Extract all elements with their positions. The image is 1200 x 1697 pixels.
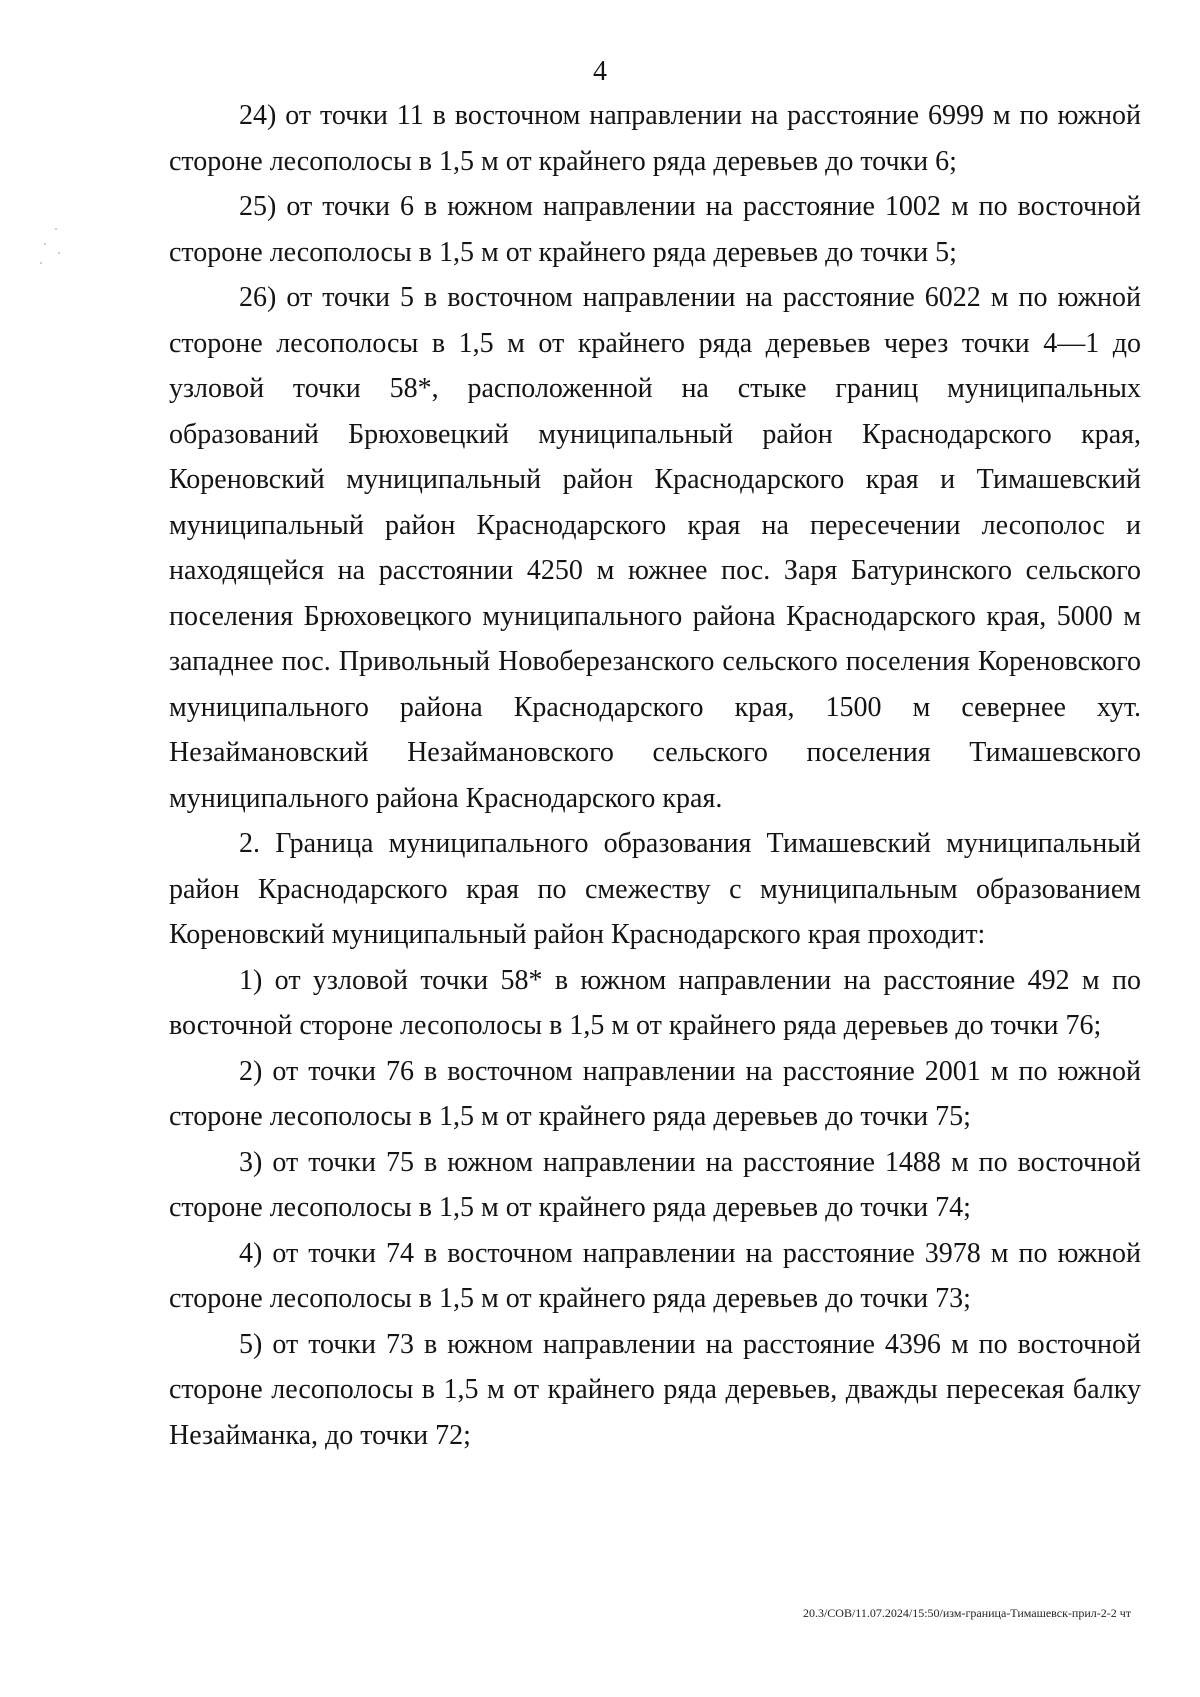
- paragraph-item-2: 2) от точки 76 в восточном направлении на расстояние 2001 м по южной стороне лесополосы в 1,5 м от крайнего ряда деревьев до точки 75;: [169, 1055, 1141, 1132]
- paragraph-item-5: 5) от точки 73 в южном направлении на расстояние 4396 м по восточной стороне лесополосы в 1,5 м от крайнего ряда деревьев, дважды пересекая балку Незайманка, до точки 72;: [169, 1328, 1141, 1451]
- scan-speck: [40, 262, 42, 264]
- paragraph-item-4: 4) от точки 74 в восточном направлении на расстояние 3978 м по южной стороне лесополосы в 1,5 м от крайнего ряда деревьев до точки 73;: [169, 1237, 1141, 1314]
- paragraph-section-2: 2. Граница муниципального образования Тимашевский муниципальный район Краснодарского края по смежеству с муниципальным образованием Кореновский муниципальный район Краснодарского края проходит:: [169, 828, 1141, 950]
- document-footer-code: 20.3/СОВ/11.07.2024/15:50/изм-граница-Тимашевск-прил-2-2 чт: [802, 1606, 1131, 1620]
- paragraph-item-25: 25) от точки 6 в южном направлении на расстояние 1002 м по восточной стороне лесополосы в 1,5 м от крайнего ряда деревьев до точки 5;: [169, 191, 1141, 268]
- page-number: 4: [593, 56, 607, 87]
- paragraph-item-24: 24) от точки 11 в восточном направлении на расстояние 6999 м по южной стороне лесополосы в 1,5 м от крайнего ряда деревьев до точки 6;: [169, 100, 1141, 177]
- document-body: [169, 93, 1141, 1458]
- paragraph-item-26: 26) от точки 5 в восточном направлении на расстояние 6022 м по южной стороне лесополосы в 1,5 м от крайнего ряда деревьев через точки 4—1 до узловой точки 58*, расположенной на стыке границ муниципальных образований Брюховецкий муниципальный район Краснодарского края, Кореновский муниципальный район Краснодарского края и Тимашевский муниципальный район Краснодарского края на пересечении лесополос и находящейся на расстоянии 4250 м южнее пос. Заря Батуринского сельского поселения Брюховецкого муниципального района Краснодарского края, 5000 м западнее пос. Привольный Новоберезанского сельского поселения Кореновского муниципального района Краснодарского края, 1500 м севернее хут. Незаймановский Незаймановского сельского поселения Тимашевского муниципального района Краснодарского края.: [169, 282, 1141, 814]
- paragraph-item-3: 3) от точки 75 в южном направлении на расстояние 1488 м по восточной стороне лесополосы в 1,5 м от крайнего ряда деревьев до точки 74;: [169, 1146, 1141, 1223]
- scan-speck: [58, 252, 60, 254]
- scan-speck: [55, 228, 57, 230]
- scan-speck: [44, 243, 46, 245]
- paragraph-item-1: 1) от узловой точки 58* в южном направлении на расстояние 492 м по восточной стороне лесополосы в 1,5 м от крайнего ряда деревьев до точки 76;: [169, 964, 1141, 1041]
